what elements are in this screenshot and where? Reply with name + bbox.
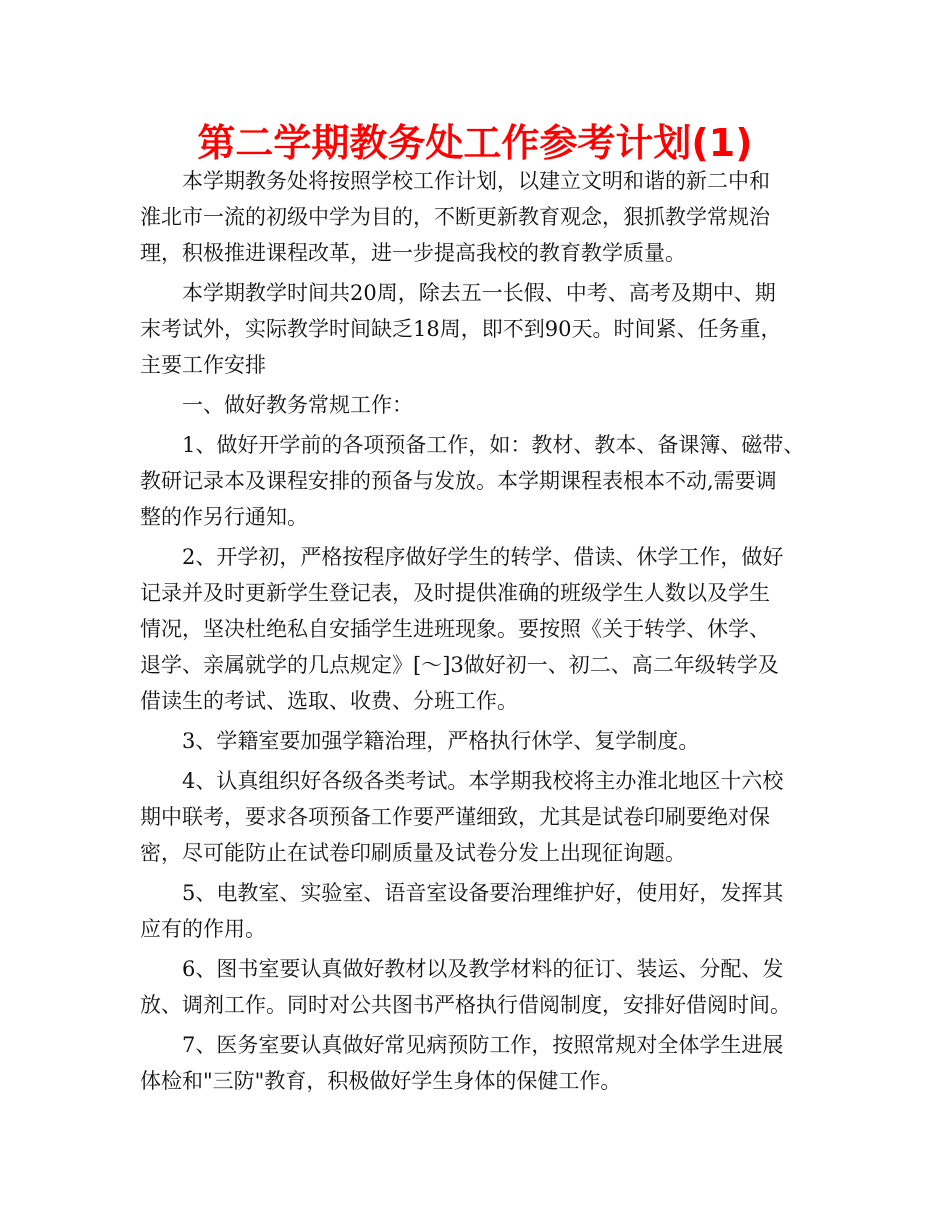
- paragraph-line: 应有的作用。: [140, 917, 266, 941]
- paragraph-line: 1、做好开学前的各项预备工作，如：教材、教本、备课簿、磁带、: [182, 433, 805, 457]
- paragraph-line: 淮北市一流的初级中学为目的，不断更新教育观念，狠抓教学常规治: [140, 205, 770, 229]
- paragraph: [140, 951, 812, 1023]
- paragraph: [140, 1027, 812, 1099]
- paragraph-line: 末考试外，实际教学时间缺乏18周，即不到90天。时间紧、任务重，: [140, 317, 782, 341]
- paragraph-line: 7、医务室要认真做好常见病预防工作，按照常规对全体学生进展: [182, 1033, 784, 1057]
- paragraph-line: 放、调剂工作。同时对公共图书严格执行借阅制度，安排好借阅时间。: [140, 993, 791, 1017]
- paragraph: [140, 163, 812, 271]
- paragraph: [140, 875, 812, 947]
- paragraph: [140, 763, 812, 871]
- paragraph-line: 期中联考，要求各项预备工作要严谨细致，尤其是试卷印刷要绝对保: [140, 805, 770, 829]
- paragraph-line: 4、认真组织好各级各类考试。本学期我校将主办淮北地区十六校: [182, 769, 784, 793]
- paragraph: [140, 427, 812, 535]
- paragraph-line: 本学期教学时间共20周，除去五一长假、中考、高考及期中、期: [182, 281, 776, 305]
- paragraph-line: 2、开学初，严格按程序做好学生的转学、借读、休学工作，做好: [182, 545, 784, 569]
- paragraph-line: 6、图书室要认真做好教材以及教学材料的征订、装运、分配、发: [182, 957, 784, 981]
- paragraph-line: 一、做好教务常规工作：: [182, 393, 413, 417]
- paragraph-line: 本学期教务处将按照学校工作计划，以建立文明和谐的新二中和: [182, 169, 770, 193]
- paragraph-line: 理，积极推进课程改革，进一步提高我校的教育教学质量。: [140, 241, 686, 265]
- paragraph-line: 3、学籍室要加强学籍治理，严格执行休学、复学制度。: [182, 729, 700, 753]
- paragraph-line: 教研记录本及课程安排的预备与发放。本学期课程表根本不动,需要调: [140, 469, 777, 493]
- paragraph-line: 退学、亲属就学的几点规定》[～]3做好初一、初二、高二年级转学及: [140, 653, 779, 677]
- document-body: [140, 163, 812, 1103]
- paragraph-line: 密，尽可能防止在试卷印刷质量及试卷分发上出现征询题。: [140, 841, 686, 865]
- paragraph: [140, 275, 812, 383]
- paragraph: [140, 723, 812, 759]
- paragraph-line: 主要工作安排: [140, 353, 266, 377]
- paragraph-line: 借读生的考试、选取、收费、分班工作。: [140, 689, 518, 713]
- paragraph-line: 整的作另行通知。: [140, 505, 308, 529]
- paragraph: [140, 387, 812, 423]
- paragraph-line: 记录并及时更新学生登记表，及时提供准确的班级学生人数以及学生: [140, 581, 770, 605]
- paragraph-line: 5、电教室、实验室、语音室设备要治理维护好，使用好，发挥其: [182, 881, 784, 905]
- document-title: 第二学期教务处工作参考计划(1): [197, 121, 753, 165]
- paragraph-line: 情况，坚决杜绝私自安插学生进班现象。要按照《关于转学、休学、: [140, 617, 770, 641]
- paragraph: [140, 539, 812, 719]
- paragraph-line: 体检和"三防"教育，积极做好学生身体的保健工作。: [140, 1069, 622, 1093]
